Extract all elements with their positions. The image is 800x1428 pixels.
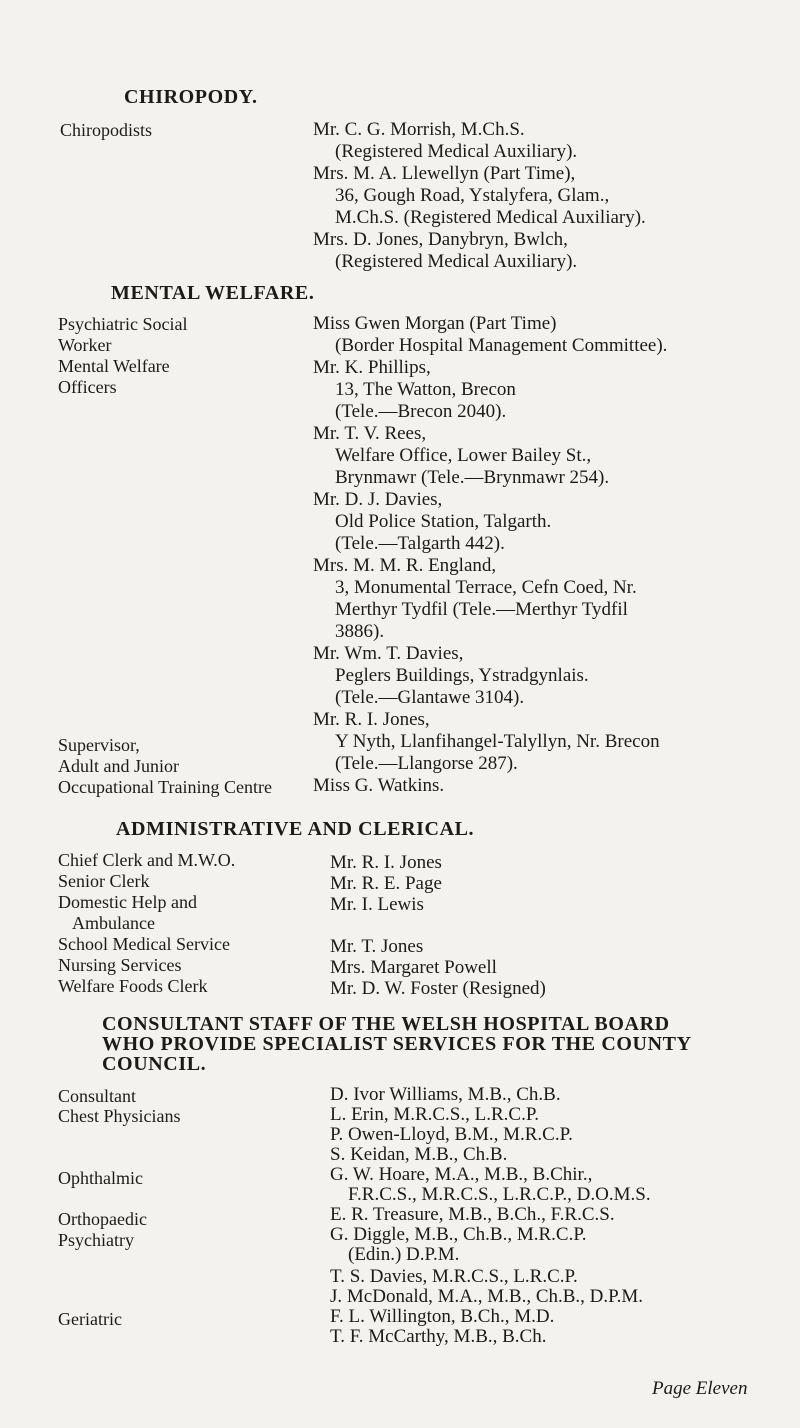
chest-physicians-label: Chest Physicians [58, 1106, 181, 1126]
entry-line: Mrs. M. M. R. England, [313, 555, 497, 576]
mental-welfare-heading: MENTAL WELFARE. [111, 282, 315, 304]
administrative-heading: ADMINISTRATIVE AND CLERICAL. [116, 818, 475, 840]
ophthalmic-label: Ophthalmic [58, 1168, 143, 1188]
entry-line: (Border Hospital Management Committee). [335, 335, 668, 356]
entry-line: Mr. D. J. Davies, [313, 489, 443, 510]
entry-line: P. Owen-Lloyd, B.M., M.R.C.P. [330, 1124, 573, 1145]
chiropodists-label: Chiropodists [60, 120, 153, 140]
orthopaedic-label: Orthopaedic [58, 1209, 147, 1229]
entry-line: (Registered Medical Auxiliary). [335, 141, 578, 162]
entry-line: (Registered Medical Auxiliary). [335, 251, 578, 272]
role-label: Ambulance [72, 913, 155, 933]
staff-name: Mr. T. Jones [330, 936, 424, 957]
staff-name: Mr. R. I. Jones [330, 852, 442, 873]
entry-line: Mrs. D. Jones, Danybryn, Bwlch, [313, 229, 568, 250]
entry-line: M.Ch.S. (Registered Medical Auxiliary). [335, 207, 646, 228]
entry-line: Mr. Wm. T. Davies, [313, 643, 464, 664]
geriatric-label: Geriatric [58, 1309, 122, 1329]
entry-line: Mr. K. Phillips, [313, 357, 431, 378]
entry-line: (Tele.—Llangorse 287). [335, 753, 518, 774]
entry-line: Mr. T. V. Rees, [313, 423, 427, 444]
entry-line: T. F. McCarthy, M.B., B.Ch. [330, 1326, 547, 1347]
role-label: School Medical Service [58, 934, 230, 954]
role-label: Nursing Services [58, 955, 182, 975]
entry-line: Welfare Office, Lower Bailey St., [335, 445, 592, 466]
entry-line: Mr. C. G. Morrish, M.Ch.S. [313, 119, 525, 140]
entry-line: L. Erin, M.R.C.S., L.R.C.P. [330, 1104, 540, 1125]
consultant-heading-line: COUNCIL. [102, 1053, 207, 1075]
entry-line: Old Police Station, Talgarth. [335, 511, 552, 532]
role-label: Chief Clerk and M.W.O. [58, 850, 236, 870]
entry-line: Mr. R. I. Jones, [313, 709, 430, 730]
role-label: Senior Clerk [58, 871, 150, 891]
staff-name: Mr. R. E. Page [330, 873, 442, 894]
entry-line: (Edin.) D.P.M. [348, 1244, 460, 1265]
entry-line: Peglers Buildings, Ystradgynlais. [335, 665, 589, 686]
mental-welfare-officers-label: Officers [58, 377, 117, 397]
role-label: Domestic Help and [58, 892, 197, 912]
entry-line: G. Diggle, M.B., Ch.B., M.R.C.P. [330, 1224, 587, 1245]
entry-line: (Tele.—Glantawe 3104). [335, 687, 525, 708]
entry-line: 36, Gough Road, Ystalyfera, Glam., [335, 185, 610, 206]
chiropody-heading: CHIROPODY. [124, 86, 258, 108]
consultant-heading-line: CONSULTANT STAFF OF THE WELSH HOSPITAL BOARD [102, 1013, 670, 1035]
entry-line: T. S. Davies, M.R.C.S., L.R.C.P. [330, 1266, 578, 1287]
entry-line: 3886). [335, 621, 385, 642]
entry-line: E. R. Treasure, M.B., B.Ch., F.R.C.S. [330, 1204, 615, 1225]
staff-name: Mr. D. W. Foster (Resigned) [330, 978, 546, 999]
consultant-heading-line: WHO PROVIDE SPECIALIST SERVICES FOR THE COUNTY [102, 1033, 692, 1055]
supervisor-label: Supervisor, [58, 735, 140, 755]
entry-line: 13, The Watton, Brecon [335, 379, 516, 400]
entry-line: G. W. Hoare, M.A., M.B., B.Chir., [330, 1164, 593, 1185]
role-label: Welfare Foods Clerk [58, 976, 208, 996]
page-number: Page Eleven [652, 1378, 748, 1399]
chest-physicians-label: Consultant [58, 1086, 137, 1106]
psychiatric-social-worker-label: Psychiatric Social [58, 314, 188, 334]
entry-line: Y Nyth, Llanfihangel-Talyllyn, Nr. Brecon [335, 731, 660, 752]
staff-name: Mr. I. Lewis [330, 894, 424, 915]
entry-line: J. McDonald, M.A., M.B., Ch.B., D.P.M. [330, 1286, 644, 1307]
psychiatric-social-worker-label: Worker [58, 335, 112, 355]
supervisor-label: Adult and Junior [58, 756, 179, 776]
entry-line: D. Ivor Williams, M.B., Ch.B. [330, 1084, 561, 1105]
entry-line: (Tele.—Talgarth 442). [335, 533, 505, 554]
psychiatry-label: Psychiatry [58, 1230, 134, 1250]
entry-line: Miss G. Watkins. [313, 775, 445, 796]
entry-line: Miss Gwen Morgan (Part Time) [313, 313, 557, 334]
entry-line: Brynmawr (Tele.—Brynmawr 254). [335, 467, 610, 488]
supervisor-label: Occupational Training Centre [58, 777, 272, 797]
staff-name: Mrs. Margaret Powell [330, 957, 497, 978]
entry-line: 3, Monumental Terrace, Cefn Coed, Nr. [335, 577, 637, 598]
entry-line: (Tele.—Brecon 2040). [335, 401, 507, 422]
entry-line: F.R.C.S., M.R.C.S., L.R.C.P., D.O.M.S. [348, 1184, 651, 1205]
entry-line: Merthyr Tydfil (Tele.—Merthyr Tydfil [335, 599, 628, 620]
entry-line: Mrs. M. A. Llewellyn (Part Time), [313, 163, 576, 184]
entry-line: F. L. Willington, B.Ch., M.D. [330, 1306, 555, 1327]
entry-line: S. Keidan, M.B., Ch.B. [330, 1144, 508, 1165]
mental-welfare-officers-label: Mental Welfare [58, 356, 170, 376]
